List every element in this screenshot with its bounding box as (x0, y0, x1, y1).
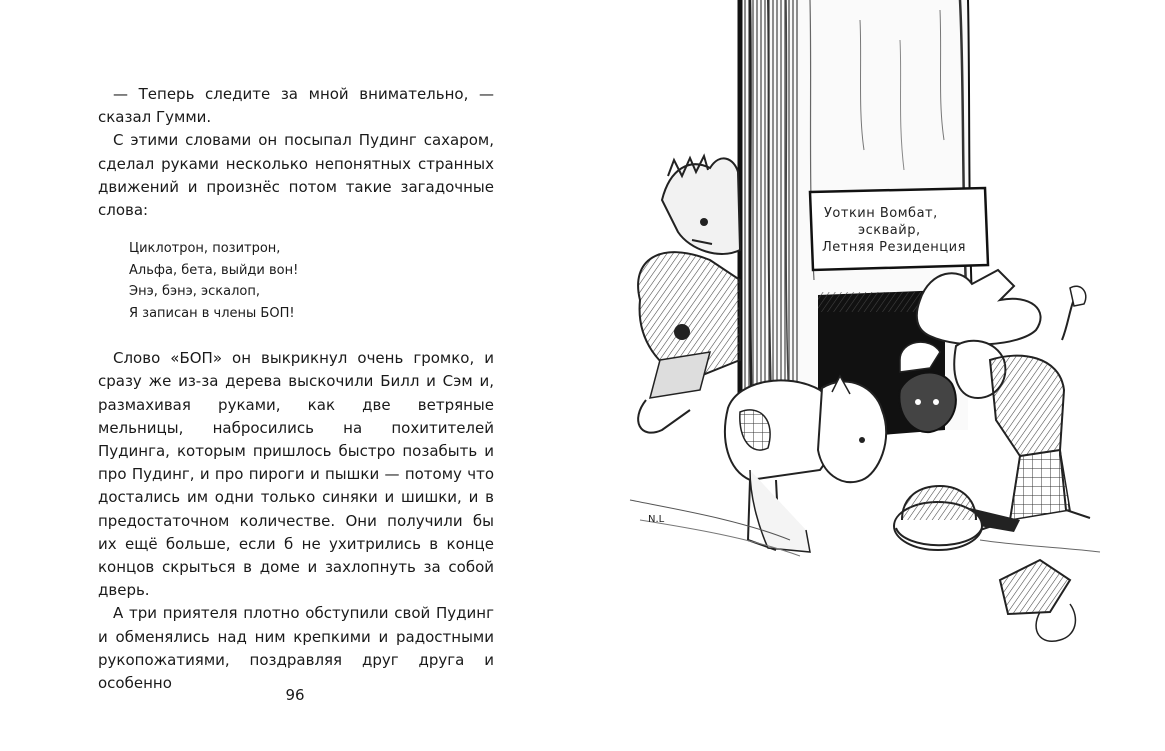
bag-object (1000, 560, 1075, 641)
pig-character (725, 376, 886, 552)
artist-signature: N.L (648, 514, 665, 525)
verse-line: Я записан в члены БОП! (129, 305, 295, 321)
pudding-bowl (894, 486, 982, 550)
sign-line: Летняя Резиденция (822, 240, 966, 255)
verse-line: Альфа, бета, выйди вон! (129, 262, 299, 278)
paragraph: — Теперь следите за мной внимательно, — сказал Гумми. (98, 85, 494, 127)
verse-line: Энэ, бэнэ, эскалоп, (129, 284, 261, 300)
illustration (600, 0, 1120, 670)
signboard (810, 188, 988, 270)
sign-line: эсквайр, (858, 223, 921, 238)
villain-character (638, 156, 740, 433)
paragraph: А три приятеля плотно обступили свой Пудинг и обменялись над ним крепкими и радостными рукопожатиями, поздравляя друг друга и особенно (98, 604, 494, 693)
verse-line: Циклотрон, позитрон, (129, 241, 281, 257)
verse (129, 238, 494, 324)
paragraph: Слово «БОП» он выкрикнул очень громко, и сразу же из-за дерева выскочили Билл и Сэм и, размахивая руками, как две ветряные мельницы, набросились на похитителей Пудинга, которым пришлось быстро позабыть и про Пудинг, и про пироги и пышки — потому что достались им одни только синяки и шишки, и в предостаточном количестве. Они получили бы их ещё больше, если б не ухитрились в конце концов скрыться в доме и захлопнуть за собой дверь. (98, 349, 494, 600)
page-number: 96 (285, 686, 305, 704)
paragraph: С этими словами он посыпал Пудинг сахаром, сделал руками несколько непонятных странных движений и произнёс потом такие загадочные слова: (98, 131, 494, 220)
sign-line: Уоткин Вомбат, (824, 206, 938, 221)
body-text (98, 83, 494, 695)
